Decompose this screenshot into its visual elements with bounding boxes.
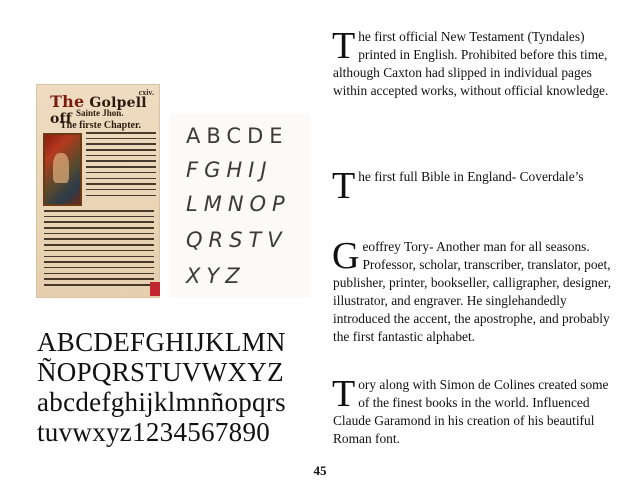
- alphabet-line: abcdefghijklmnñopqrs: [37, 387, 286, 417]
- paragraph-coverdale: [332, 165, 615, 207]
- manuscript-corner-text: cxiv.: [138, 88, 154, 97]
- paragraph-tyndale: [332, 25, 615, 100]
- handwritten-row: QRSTV: [186, 228, 288, 252]
- drop-cap: G: [332, 235, 360, 277]
- manuscript-subheading: Sainte Jhon.: [76, 108, 124, 118]
- paragraph-colines: [332, 373, 615, 448]
- manuscript-red-tab: [150, 282, 160, 296]
- page-number: 45: [313, 463, 327, 478]
- manuscript-chapter: The firste Chapter.: [60, 120, 142, 131]
- alphabet-line: ÑOPQRSTUVWXYZ: [37, 357, 284, 387]
- paragraph-text: ory along with Simon de Colines created some of the finest books in the world. Influenced Claude Garamond in his creation of his beautiful Roman font.: [333, 377, 609, 446]
- drop-cap: T: [332, 373, 356, 415]
- manuscript-text-block: [86, 132, 156, 200]
- handwritten-row: ABCDE: [186, 124, 289, 148]
- alphabet-line: tuvwxyz1234567890: [37, 417, 271, 447]
- paragraph-tory: [332, 235, 615, 346]
- handwritten-row: XYZ: [186, 264, 246, 288]
- manuscript-illumination: [43, 133, 82, 206]
- drop-cap: T: [332, 165, 356, 207]
- manuscript-heading-rest: Golpell off: [50, 95, 147, 127]
- manuscript-heading-prefix: The: [50, 92, 85, 111]
- garamond-alphabet-specimen: [37, 327, 286, 447]
- paragraph-text: eoffrey Tory- Another man for all seasons. Professor, scholar, transcriber, translator, poet, publisher, printer, bookseller, calligrapher, designer, illustrator, and engraver. He singlehandedly introduced the accent, the apostrophe, and probably the first fantastic alphabet.: [333, 239, 612, 344]
- handwritten-row: LMNOP: [186, 192, 291, 216]
- manuscript-image: [36, 84, 160, 298]
- manuscript-text-block-lower: [44, 210, 154, 290]
- handwritten-row: FGHIJ: [186, 158, 273, 182]
- handwritten-alphabet-image: [170, 114, 310, 298]
- paragraph-text: he first official New Testament (Tyndales) printed in English. Prohibited before this time, although Caxton had slipped in individual pages within accepted works, without official knowledge.: [333, 29, 609, 98]
- drop-cap: T: [332, 25, 356, 67]
- alphabet-line: ABCDEFGHIJKLMN: [37, 327, 286, 357]
- paragraph-text: he first full Bible in England- Coverdale’s: [358, 169, 584, 184]
